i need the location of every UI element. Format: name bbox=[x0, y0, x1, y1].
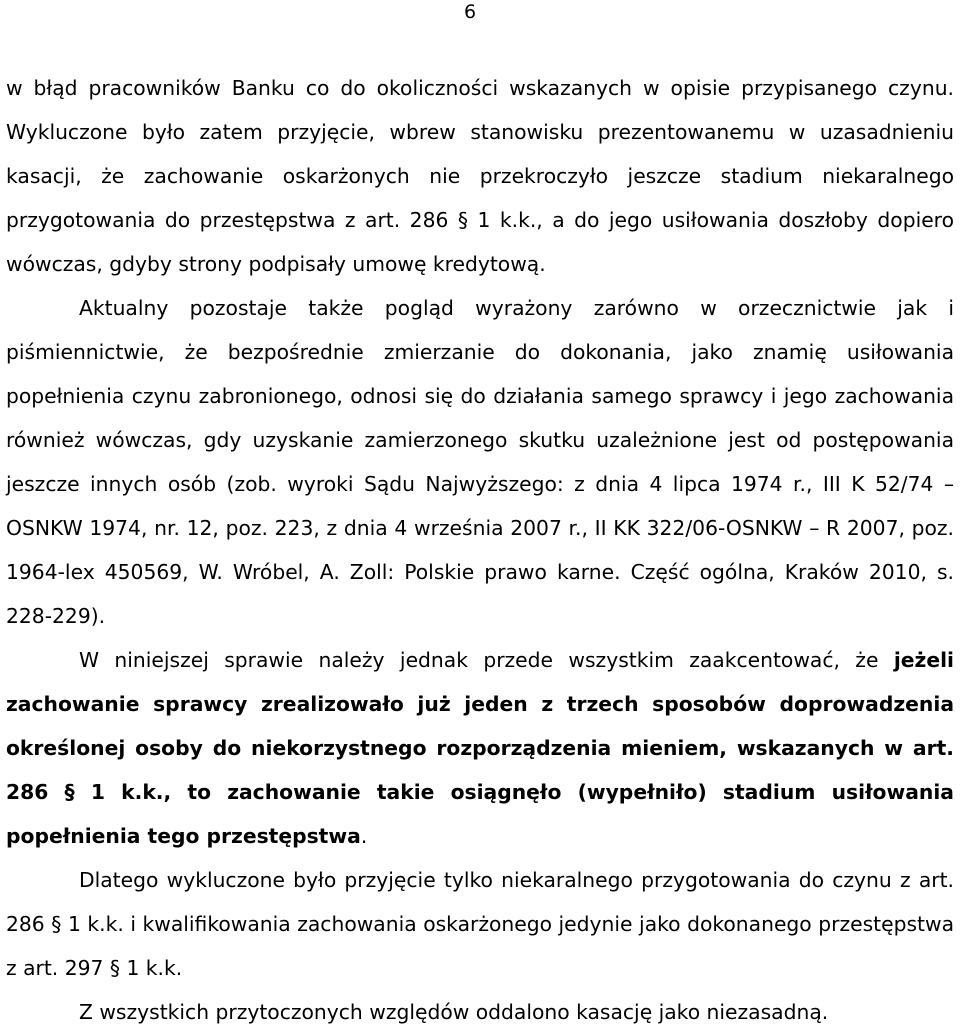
paragraph-3-lead: W niniejszej sprawie należy jednak przede wszystkim zaakcentować, że bbox=[79, 648, 894, 672]
paragraph-3-bold: jeżeli zachowanie sprawcy zrealizowało już jeden z trzech sposobów doprowadzenia określonej osoby do niekorzystnego rozporządzenia mieniem, wskazanych w art. 286 § 1 k.k., to zachowanie takie osiągnęło (wypełniło) stadium usiłowania popełnienia tego przestępstwa bbox=[6, 648, 954, 848]
document-body bbox=[6, 66, 954, 1034]
page-number-text: 6 bbox=[464, 1, 477, 23]
paragraph-3 bbox=[6, 638, 954, 858]
paragraph-1: w błąd pracowników Banku co do okoliczności wskazanych w opisie przypisanego czynu. Wykluczone było zatem przyjęcie, wbrew stanowisku prezentowanemu w uzasadnieniu kasacji, że zachowanie oskarżonych nie przekroczyło jeszcze stadium niekaralnego przygotowania do przestępstwa z art. 286 § 1 k.k., a do jego usiłowania doszłoby dopiero wówczas, gdyby strony podpisały umowę kredytową. bbox=[6, 76, 954, 276]
paragraph-2: Aktualny pozostaje także pogląd wyrażony zarówno w orzecznictwie jak i piśmiennictwie, że bezpośrednie zmierzanie do dokonania, jako znamię usiłowania popełnienia czynu zabronionego, odnosi się do działania samego sprawcy i jego zachowania również wówczas, gdy uzyskanie zamierzonego skutku uzależnione jest od postępowania jeszcze innych osób (zob. wyroki Sądu Najwyższego: z dnia 4 lipca 1974 r., III K 52/74 – OSNKW 1974, nr. 12, poz. 223, z dnia 4 września 2007 r., II KK 322/06-OSNKW – R 2007, poz. 1964-lex 450569, W. Wróbel, A. Zoll: Polskie prawo karne. Część ogólna, Kraków 2010, s. 228-229). bbox=[6, 296, 954, 628]
paragraph-5: Z wszystkich przytoczonych względów oddalono kasację jako niezasadną. bbox=[79, 1000, 829, 1024]
paragraph-3-tail: . bbox=[360, 824, 368, 848]
paragraph-4: Dlatego wykluczone było przyjęcie tylko niekaralnego przygotowania do czynu z art. 286 § 1 k.k. i kwalifikowania zachowania oskarżonego jedynie jako dokonanego przestępstwa z art. 297 § 1 k.k. bbox=[6, 868, 954, 980]
